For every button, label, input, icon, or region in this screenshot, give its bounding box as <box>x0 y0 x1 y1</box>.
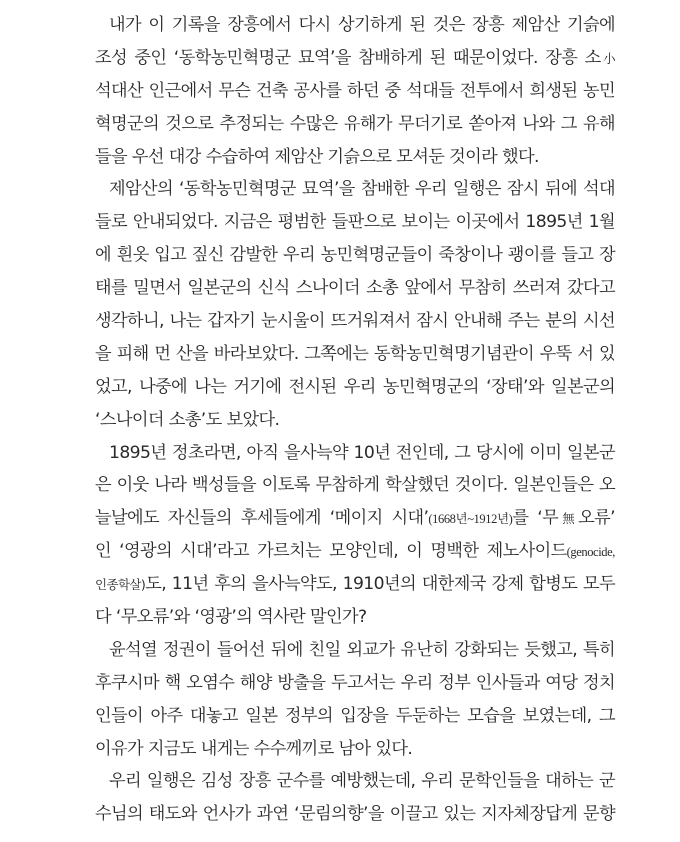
text-line: 들로 안내되었다. 지금은 평범한 들판으로 보이는 이곳에서 1895년 1월 <box>95 212 615 233</box>
text-line: 들을 우선 대강 수습하여 제암산 기슭으로 모셔둔 것이라 했다. <box>95 146 539 167</box>
text-line: 다 ‘무오류’와 ‘영광’의 역사란 말인가? <box>95 607 367 628</box>
hanja-annotation: 小 <box>600 50 615 66</box>
text-line <box>95 42 615 75</box>
text-segment: 인 ‘영광의 시대’라고 가르치는 모양인데, 이 명백한 제노사이드 <box>95 541 567 562</box>
text-line: 을 피해 먼 산을 바라보았다. 그쪽에는 동학농민혁명기념관이 우뚝 서 있 <box>95 343 615 364</box>
text-line: 수님의 태도와 언사가 과연 ‘문림의향’을 이끌고 있는 지자체장답게 문향 <box>95 804 615 825</box>
text-line: 생각하니, 나는 갑자기 눈시울이 뜨거워져서 잠시 안내해 주는 분의 시선 <box>95 311 615 332</box>
text-line: 1895년 정초라면, 아직 을사늑약 10년 전인데, 그 당시에 이미 일본군 <box>109 442 615 463</box>
text-line: 제암산의 ‘동학농민혁명군 묘역’을 참배한 우리 일행은 잠시 뒤에 석대 <box>109 179 615 200</box>
text-segment: 도, 11년 후의 을사늑약도, 1910년의 대한제국 강제 합병도 모두 <box>145 574 615 595</box>
document-page <box>95 9 615 831</box>
paragraph-4 <box>95 634 615 766</box>
text-line: ‘스나이더 소총’도 보았다. <box>95 409 280 430</box>
date-range-annotation: (1668년~1912년) <box>428 512 513 527</box>
hanja-annotation: 無 <box>558 511 579 527</box>
text-line: 우리 일행은 김성 장흥 군수를 예방했는데, 우리 문학인들을 대하는 군 <box>109 771 615 792</box>
text-segment: 조성 중인 ‘동학농민혁명군 묘역’을 참배하게 된 때문이었다. 장흥 소 <box>95 47 601 68</box>
text-segment: 늘날에도 자신들의 후세들에게 ‘메이지 시대’ <box>95 508 429 529</box>
text-segment: 를 ‘무 <box>512 508 559 529</box>
text-line: 이유가 지금도 내게는 수수께끼로 남아 있다. <box>95 738 413 759</box>
text-line: 후쿠시마 핵 오염수 해양 방출을 두고서는 우리 정부 인사들과 여당 정치 <box>95 672 615 693</box>
text-segment: 오류’ <box>578 508 616 529</box>
text-line: 석대산 인근에서 무슨 건축 공사를 하던 중 석대들 전투에서 희생된 농민 <box>95 80 615 101</box>
text-line <box>95 568 615 601</box>
text-line: 윤석열 정권이 들어선 뒤에 친일 외교가 유난히 강화되는 듯했고, 특히 <box>109 639 615 660</box>
text-line: 인들이 아주 대놓고 일본 정부의 입장을 두둔하는 모습을 보였는데, 그 <box>95 705 615 726</box>
paragraph-3 <box>95 437 615 634</box>
term-annotation: (genocide, <box>566 545 615 560</box>
text-line: 내가 이 기록을 장흥에서 다시 상기하게 된 것은 장흥 제암산 기슭에 <box>109 15 615 35</box>
text-line: 었고, 나중에 나는 거기에 전시된 우리 농민혁명군의 ‘장태’와 일본군의 <box>95 376 615 397</box>
term-annotation: 인종학살) <box>95 577 146 593</box>
paragraph-2 <box>95 173 615 436</box>
text-line: 에 흰옷 입고 짚신 감발한 우리 농민혁명군들이 죽창이나 괭이를 들고 장 <box>95 245 615 266</box>
paragraph-5 <box>95 765 615 831</box>
text-line: 은 이웃 나라 백성들을 이토록 무참하게 학살했던 것이다. 일본인들은 오 <box>95 475 615 496</box>
paragraph-1 <box>95 9 615 173</box>
text-line <box>95 535 615 568</box>
text-line: 태를 밀면서 일본군의 신식 스나이더 소총 앞에서 무참히 쓰러져 갔다고 <box>95 278 615 299</box>
text-line: 혁명군의 것으로 추정되는 수많은 유해가 무더기로 쏟아져 나와 그 유해 <box>95 113 615 134</box>
text-line <box>95 502 615 535</box>
